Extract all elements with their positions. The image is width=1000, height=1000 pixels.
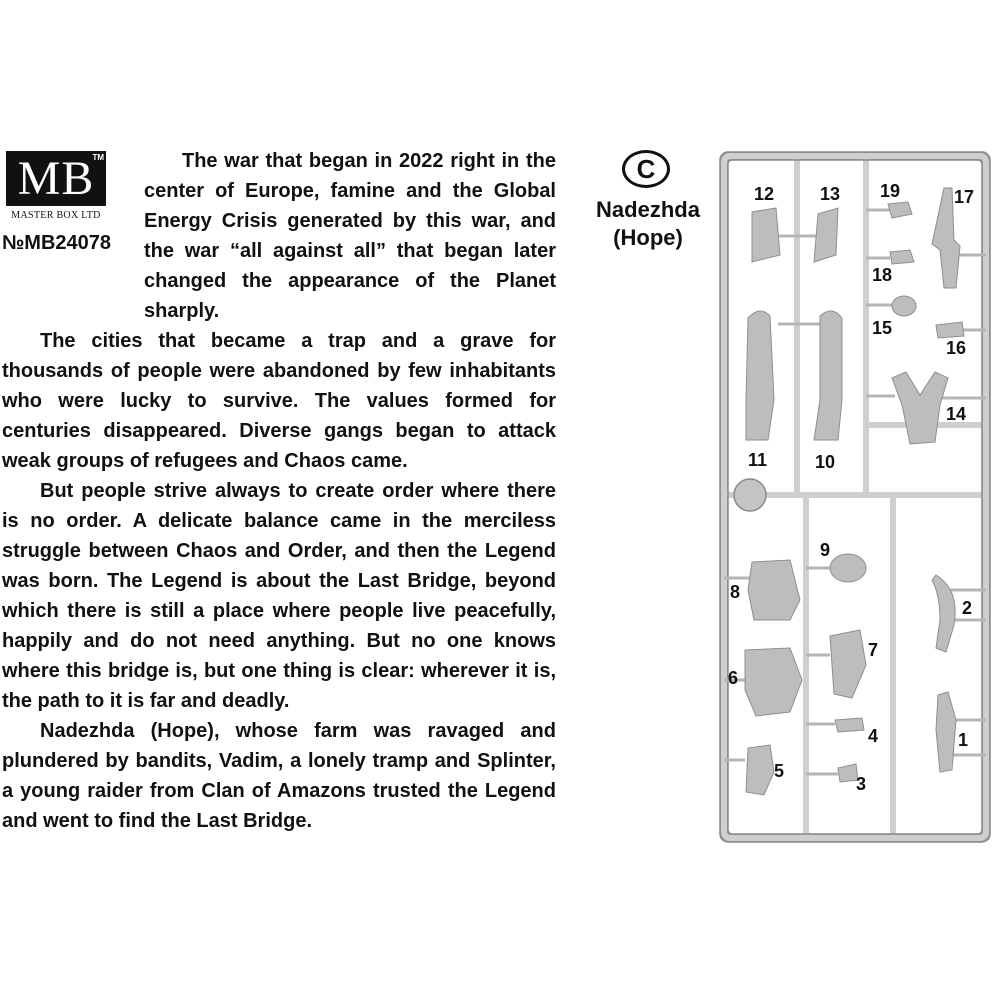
part-18-shape	[890, 250, 914, 264]
figure-name-line1: Nadezhda	[596, 197, 700, 222]
part-6-shape	[745, 648, 802, 716]
part-number-19: 19	[880, 181, 901, 201]
part-3-shape	[838, 764, 858, 782]
sprue-tab	[734, 479, 766, 511]
part-number-16: 16	[946, 338, 967, 358]
sprue-letter-badge: C	[622, 150, 670, 188]
logo-company-name: MASTER BOX LTD	[11, 210, 101, 221]
part-19-shape	[888, 202, 912, 218]
part-number-1: 1	[958, 730, 969, 750]
part-number-14: 14	[946, 404, 967, 424]
part-14-shape	[892, 372, 948, 444]
part-number-6: 6	[728, 668, 739, 688]
part-number-2: 2	[962, 598, 973, 618]
part-number-10: 10	[815, 452, 836, 472]
story-paragraph-3: But people strive always to create order where there is no order. A delicate balance came in the merciless struggle between Chaos and Order, and then the Legend was born. The Legend is about the Last Bridge, beyond which there is still a place where people live peacefully, happily and do not need anything. But no one knows where this bridge is, but one thing is clear: wherever it is, the path to it is far and deadly.	[2, 480, 556, 712]
part-11-shape	[746, 311, 774, 440]
part-number-7: 7	[868, 640, 879, 660]
part-number-18: 18	[872, 265, 893, 285]
part-number-13: 13	[820, 184, 841, 204]
part-number-15: 15	[872, 318, 893, 338]
part-15-shape	[892, 296, 916, 316]
story-paragraph-1: The war that began in 2022 right in the center of Europe, famine and the Global Energy Crisis generated by this war, and the war “all against all” that began later changed the appearance of the Planet sharply.	[144, 150, 556, 322]
part-number-4: 4	[868, 726, 879, 746]
part-2-shape	[932, 575, 955, 652]
figure-name-line2: (Hope)	[613, 225, 683, 250]
part-number-8: 8	[730, 582, 741, 602]
logo-trademark: TM	[92, 153, 104, 162]
part-number-12: 12	[754, 184, 775, 204]
part-number-9: 9	[820, 540, 831, 560]
part-10-shape	[814, 311, 842, 440]
part-12-shape	[752, 208, 780, 262]
part-number-11: 11	[748, 450, 768, 470]
part-1-shape	[936, 692, 956, 772]
story-paragraph-4: Nadezhda (Hope), whose farm was ravaged and plundered by bandits, Vadim, a lonely tramp and Splinter, a young raider from Clan of Amazons trusted the Legend and went to find the Last Bridge.	[2, 720, 556, 832]
part-7-shape	[830, 630, 866, 698]
part-16-shape	[936, 322, 964, 338]
part-8-shape	[748, 560, 800, 620]
part-4-shape	[835, 718, 864, 732]
part-number-17: 17	[954, 187, 975, 207]
part-number-3: 3	[856, 774, 867, 794]
product-code: №MB24078	[2, 232, 112, 254]
part-number-5: 5	[774, 761, 785, 781]
part-13-shape	[814, 208, 838, 262]
logo-letters: MB	[17, 152, 95, 205]
part-5-shape	[746, 745, 774, 795]
part-9-shape	[830, 554, 866, 582]
story-paragraph-2: The cities that became a trap and a grave for thousands of people were abandoned by few inhabitants who were lucky to survive. The values formed for centuries disappeared. Diverse gangs began to attack weak groups of refugees and Chaos came.	[2, 330, 556, 472]
